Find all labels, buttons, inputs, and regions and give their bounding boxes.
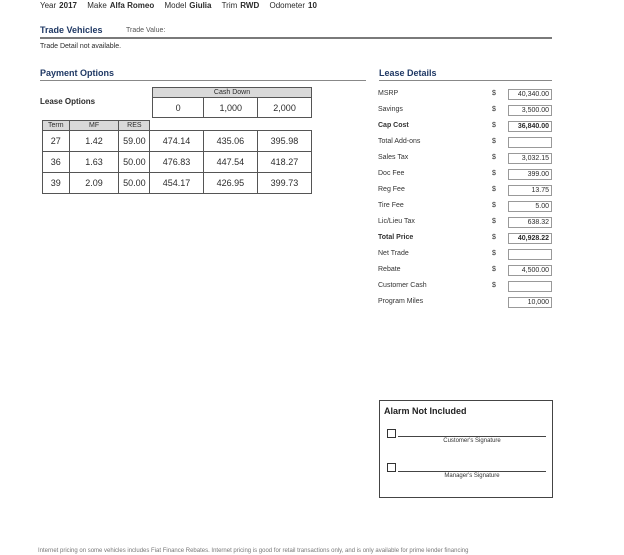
lease-detail-value-field[interactable]: 36,840.00	[508, 121, 552, 132]
mf-cell: 2.09	[69, 173, 119, 194]
trim-value: RWD	[240, 1, 260, 10]
trade-vehicles-title: Trade Vehicles	[40, 25, 103, 35]
dollar-sign: $	[492, 106, 496, 113]
lease-details-title: Lease Details	[379, 68, 437, 78]
lease-options-label: Lease Options	[40, 97, 96, 106]
lease-details-divider	[379, 80, 552, 81]
lease-detail-row	[378, 263, 552, 279]
lease-detail-value-field[interactable]: 40,340.00	[508, 89, 552, 100]
lease-detail-row	[378, 215, 552, 231]
lease-detail-label: Program Miles	[378, 298, 424, 305]
make-value: Alfa Romeo	[109, 1, 155, 10]
col-mf-header: MF	[69, 121, 119, 131]
dollar-sign: $	[492, 138, 496, 145]
make-label: Make	[87, 1, 107, 10]
lease-detail-value-field[interactable]	[508, 137, 552, 148]
payment-cell: 395.98	[257, 131, 311, 152]
year-value: 2017	[59, 1, 77, 10]
lease-detail-value-field[interactable]: 399.00	[508, 169, 552, 180]
mf-cell: 1.63	[69, 152, 119, 173]
customer-checkbox[interactable]	[387, 429, 396, 438]
lease-detail-row	[378, 279, 552, 295]
lease-detail-row	[378, 151, 552, 167]
manager-checkbox[interactable]	[387, 463, 396, 472]
manager-signature-label: Manager's Signature	[444, 473, 500, 479]
lease-detail-label: Customer Cash	[378, 282, 427, 289]
lease-detail-value-field[interactable]: 40,928.22	[508, 233, 552, 244]
odometer-label: Odometer	[269, 1, 306, 10]
res-cell: 59.00	[119, 131, 150, 152]
lease-detail-label: Reg Fee	[378, 186, 405, 193]
customer-signature-line[interactable]	[398, 436, 546, 437]
table-row	[43, 131, 312, 152]
lease-detail-value-field[interactable]	[508, 249, 552, 260]
lease-detail-row	[378, 119, 552, 135]
lease-detail-label: Sales Tax	[378, 154, 409, 161]
model-value: Giulia	[189, 1, 212, 10]
dollar-sign: $	[492, 90, 496, 97]
payment-cell: 399.73	[257, 173, 311, 194]
lease-detail-row	[378, 167, 552, 183]
lease-detail-label: Total Add-ons	[378, 138, 421, 145]
lease-detail-label: Lic/Lieu Tax	[378, 218, 415, 225]
lease-detail-value-field[interactable]: 5.00	[508, 201, 552, 212]
lease-detail-value-field[interactable]	[508, 281, 552, 292]
lease-detail-value-field[interactable]: 4,500.00	[508, 265, 552, 276]
table-row	[43, 173, 312, 194]
lease-detail-label: Net Trade	[378, 250, 409, 257]
lease-detail-row	[378, 295, 552, 311]
lease-detail-row	[378, 231, 552, 247]
payment-cell: 447.54	[203, 152, 257, 173]
term-cell: 27	[43, 131, 70, 152]
lease-detail-label: Cap Cost	[378, 122, 409, 129]
manager-signature-line[interactable]	[398, 471, 546, 472]
cash-down-2000: 2,000	[258, 98, 312, 118]
lease-detail-value-field[interactable]: 10,000	[508, 297, 552, 308]
res-cell: 50.00	[119, 173, 150, 194]
payment-cell: 476.83	[150, 152, 204, 173]
col-res-header: RES	[119, 121, 150, 131]
lease-detail-label: Tire Fee	[378, 202, 404, 209]
cash-down-1000: 1,000	[204, 98, 258, 118]
lease-detail-label: Doc Fee	[378, 170, 405, 177]
dollar-sign: $	[492, 282, 496, 289]
dollar-sign: $	[492, 250, 496, 257]
lease-detail-value-field[interactable]: 3,032.15	[508, 153, 552, 164]
cash-down-table	[152, 87, 312, 118]
lease-detail-row	[378, 135, 552, 151]
payment-cell: 435.06	[203, 131, 257, 152]
payment-cell: 474.14	[150, 131, 204, 152]
payment-cell: 426.95	[203, 173, 257, 194]
vehicle-info-line	[40, 1, 325, 10]
model-label: Model	[164, 1, 187, 10]
lease-detail-row	[378, 247, 552, 263]
alarm-signature-box	[379, 400, 553, 498]
term-cell: 39	[43, 173, 70, 194]
dollar-sign: $	[492, 186, 496, 193]
lease-detail-row	[378, 183, 552, 199]
trim-label: Trim	[221, 1, 238, 10]
payment-options-title: Payment Options	[40, 68, 115, 78]
lease-detail-label: Savings	[378, 106, 403, 113]
lease-detail-label: MSRP	[378, 90, 399, 97]
footer-disclaimer: Internet pricing on some vehicles includes Fiat Finance Rebates. Internet pricing is good for retail transactions only, and is only available for prime lender financing	[38, 548, 469, 554]
trade-value-label: Trade Value:	[126, 27, 166, 34]
col-term-header: Term	[43, 121, 70, 131]
dollar-sign: $	[492, 122, 496, 129]
res-cell: 50.00	[119, 152, 150, 173]
cash-down-header: Cash Down	[153, 88, 312, 98]
trade-divider	[40, 37, 552, 39]
year-label: Year	[40, 1, 57, 10]
term-cell: 36	[43, 152, 70, 173]
lease-detail-value-field[interactable]: 638.32	[508, 217, 552, 228]
dollar-sign: $	[492, 154, 496, 161]
lease-detail-value-field[interactable]: 13.75	[508, 185, 552, 196]
dollar-sign: $	[492, 202, 496, 209]
trade-detail-text: Trade Detail not available.	[40, 43, 122, 50]
lease-detail-row	[378, 199, 552, 215]
dollar-sign: $	[492, 234, 496, 241]
lease-detail-row	[378, 103, 552, 119]
payment-cell: 418.27	[257, 152, 311, 173]
table-row	[43, 152, 312, 173]
lease-payment-table	[42, 120, 312, 194]
dollar-sign: $	[492, 218, 496, 225]
lease-detail-row	[378, 87, 552, 103]
dollar-sign: $	[492, 170, 496, 177]
dollar-sign: $	[492, 266, 496, 273]
odometer-value: 10	[308, 1, 317, 10]
mf-cell: 1.42	[69, 131, 119, 152]
payment-divider	[40, 80, 366, 81]
lease-detail-label: Total Price	[378, 234, 414, 241]
lease-detail-label: Rebate	[378, 266, 401, 273]
lease-detail-value-field[interactable]: 3,500.00	[508, 105, 552, 116]
customer-signature-label: Customer's Signature	[443, 438, 501, 444]
cash-down-0: 0	[153, 98, 204, 118]
payment-cell: 454.17	[150, 173, 204, 194]
alarm-title: Alarm Not Included	[384, 406, 467, 416]
